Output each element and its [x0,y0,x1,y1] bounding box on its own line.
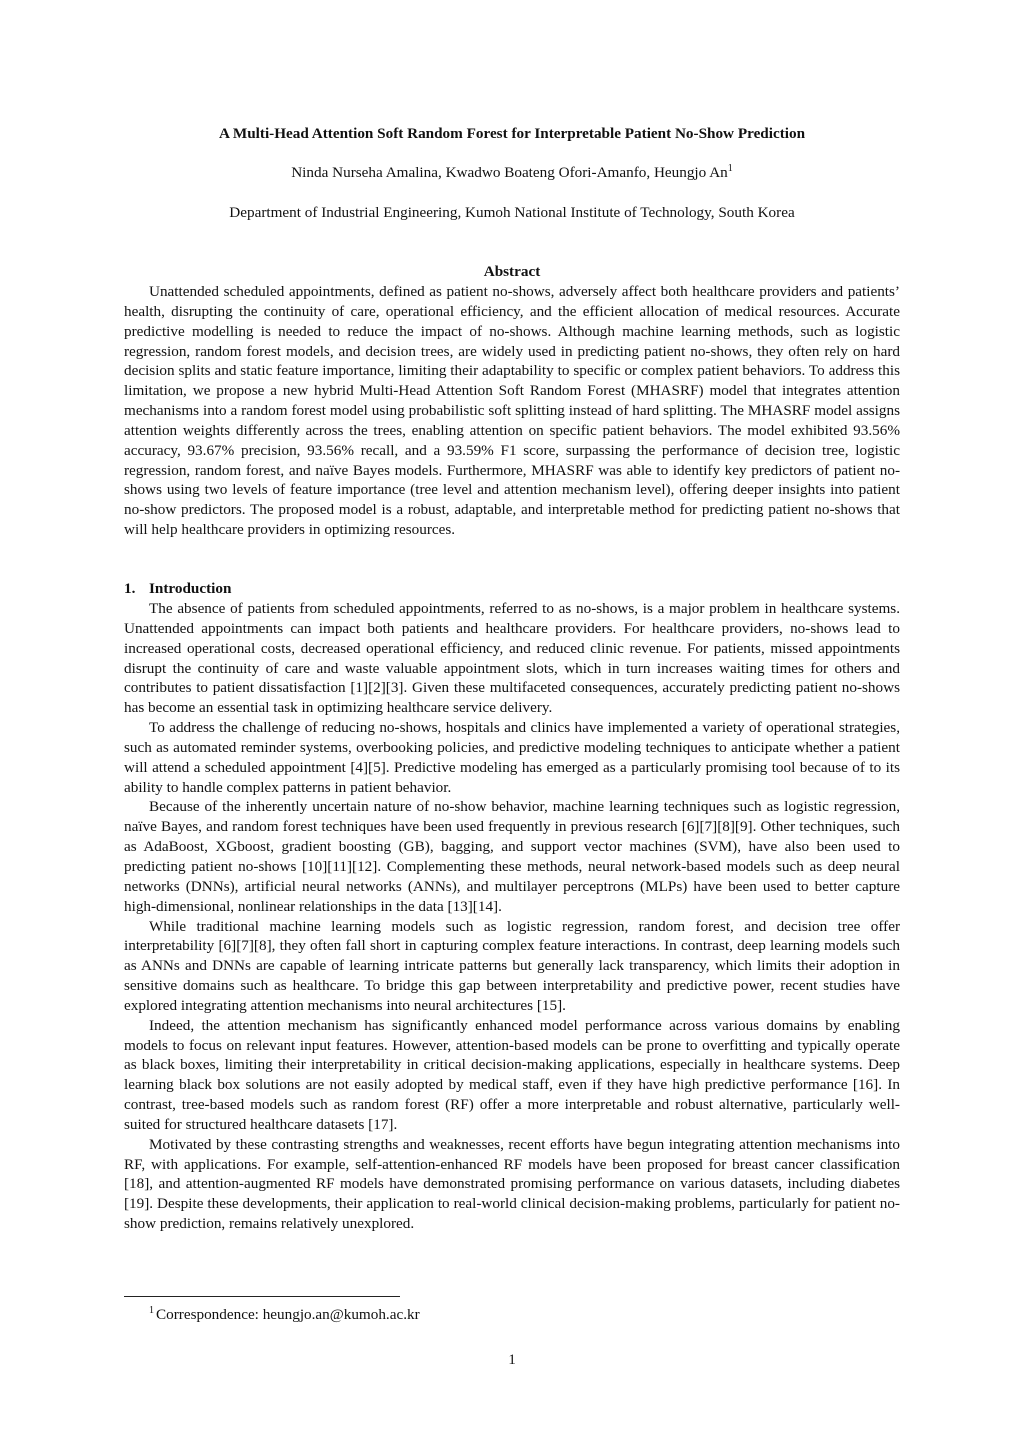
footnote [149,1305,420,1325]
paper-title: A Multi-Head Attention Soft Random Forest for Interpretable Patient No-Show Prediction [218,125,806,142]
affiliation: Department of Industrial Engineering, Kumoh National Institute of Technology, South Korea [229,204,795,221]
section-number: 1. [124,580,136,597]
abstract-heading: Abstract [483,263,541,280]
author-footnote-mark[interactable]: 1 [727,162,733,174]
footnote-divider [124,1296,400,1297]
abstract-body: Unattended scheduled appointments, defined as patient no-shows, adversely affect both healthcare providers and patients’ health, disrupting the continuity of care, operational efficiency, and the efficient allocation of medical resources. Accurate predictive modelling is needed to reduce the impact of no-shows. Although machine learning methods, such as logistic regression, random forest models, and decision trees, are widely used in predicting patient no-shows, they often rely on hard decision splits and static feature importance, limiting their adaptability to specific or complex patient behaviors. To address this limitation, we propose a new hybrid Multi-Head Attention Soft Random Forest (MHASRF) model that integrates attention mechanisms into a random forest model using probabilistic soft splitting instead of hard splitting. The MHASRF model assigns attention weights differently across the trees, enabling attention on specific patient behaviors. The model exhibited 93.56% accuracy, 93.67% precision, 93.56% recall, and a 93.59% F1 score, surpassing the performance of decision tree, logistic regression, random forest, and naïve Bayes models. Furthermore, MHASRF was able to identify key predictors of patient no-shows using two levels of feature importance (tree level and attention mechanism level), offering deeper insights into patient no-show predictors. The proposed model is a robust, adaptable, and interpretable method for predicting patient no-shows that will help healthcare providers in optimizing resources. [124,283,900,539]
page-number: 1 [508,1351,516,1368]
introduction-paragraph-3: Because of the inherently uncertain nature of no-show behavior, machine learning techniques such as logistic regression, naïve Bayes, and random forest techniques have been used frequently in previous research [6][7][8][9]. Other techniques, such as AdaBoost, XGboost, gradient boosting (GB), bagging, and support vector machines (SVM), have also been used to predicting patient no-shows [10][11][12]. Complementing these methods, neural network-based models such as deep neural networks (DNNs), artificial neural networks (ANNs), and multilayer perceptrons (MLPs) have been used to better capture high-dimensional, nonlinear relationships in the data [13][14]. [124,798,900,915]
section-title: Introduction [149,580,232,597]
introduction-paragraph-5: Indeed, the attention mechanism has significantly enhanced model performance across various domains by enabling models to focus on relevant input features. However, attention-based models can be prone to overfitting and typically operate as black boxes, limiting their interpretability in critical decision-making applications, especially in healthcare systems. Deep learning black box solutions are not easily adopted by medical staff, even if they have high predictive performance [16]. In contrast, tree-based models such as random forest (RF) offer a more interpretable and robust alternative, particularly well-suited for structured healthcare datasets [17]. [124,1016,900,1133]
introduction-paragraph-1: The absence of patients from scheduled appointments, referred to as no-shows, is a major problem in healthcare systems. Unattended appointments can impact both patients and healthcare providers. For healthcare providers, no-shows lead to increased operational costs, decreased operational efficiency, and reduced clinic revenue. For patients, missed appointments disrupt the continuity of care and waste valuable appointment slots, which in turn increases waiting times for others and contributes to patient dissatisfaction [1][2][3]. Given these multifaceted consequences, accurately predicting patient no-shows has become an essential task in optimizing healthcare service delivery. [124,600,900,717]
introduction-paragraph-6: Motivated by these contrasting strengths and weaknesses, recent efforts have begun integrating attention mechanisms into RF, with applications. For example, self-attention-enhanced RF models have been proposed for breast cancer classification [18], and attention-augmented RF models have demonstrated promising performance on various datasets, including diabetes [19]. Despite these developments, their application to real-world clinical decision-making problems, particularly for patient no-show prediction, remains relatively unexplored. [124,1135,900,1233]
introduction-paragraph-2: To address the challenge of reducing no-shows, hospitals and clinics have implemented a variety of operational strategies, such as automated reminder systems, overbooking policies, and predictive modeling techniques to anticipate whether a patient will attend a scheduled appointment [4][5]. Predictive modeling has emerged as a particularly promising tool because of to its ability to handle complex patterns in patient behavior. [124,719,900,796]
author-list [124,163,900,183]
footnote-text: Correspondence: heungjo.an@kumoh.ac.kr [156,1306,420,1323]
introduction-paragraph-4: While traditional machine learning models such as logistic regression, random forest, and decision tree offer interpretability [6][7][8], they often fall short in capturing complex feature interactions. In contrast, deep learning models such as ANNs and DNNs are capable of learning intricate patterns but generally lack transparency, which limits their adoption in sensitive domains such as healthcare. To bridge this gap between interpretability and predictive power, recent studies have explored integrating attention mechanisms into neural architectures [15]. [124,917,900,1014]
introduction-body [124,599,900,1234]
section-heading-introduction [124,579,900,599]
author-names: Ninda Nurseha Amalina, Kwadwo Boateng Ofori-Amanfo, Heungjo An [291,164,728,181]
footnote-mark: 1 [149,1304,154,1316]
